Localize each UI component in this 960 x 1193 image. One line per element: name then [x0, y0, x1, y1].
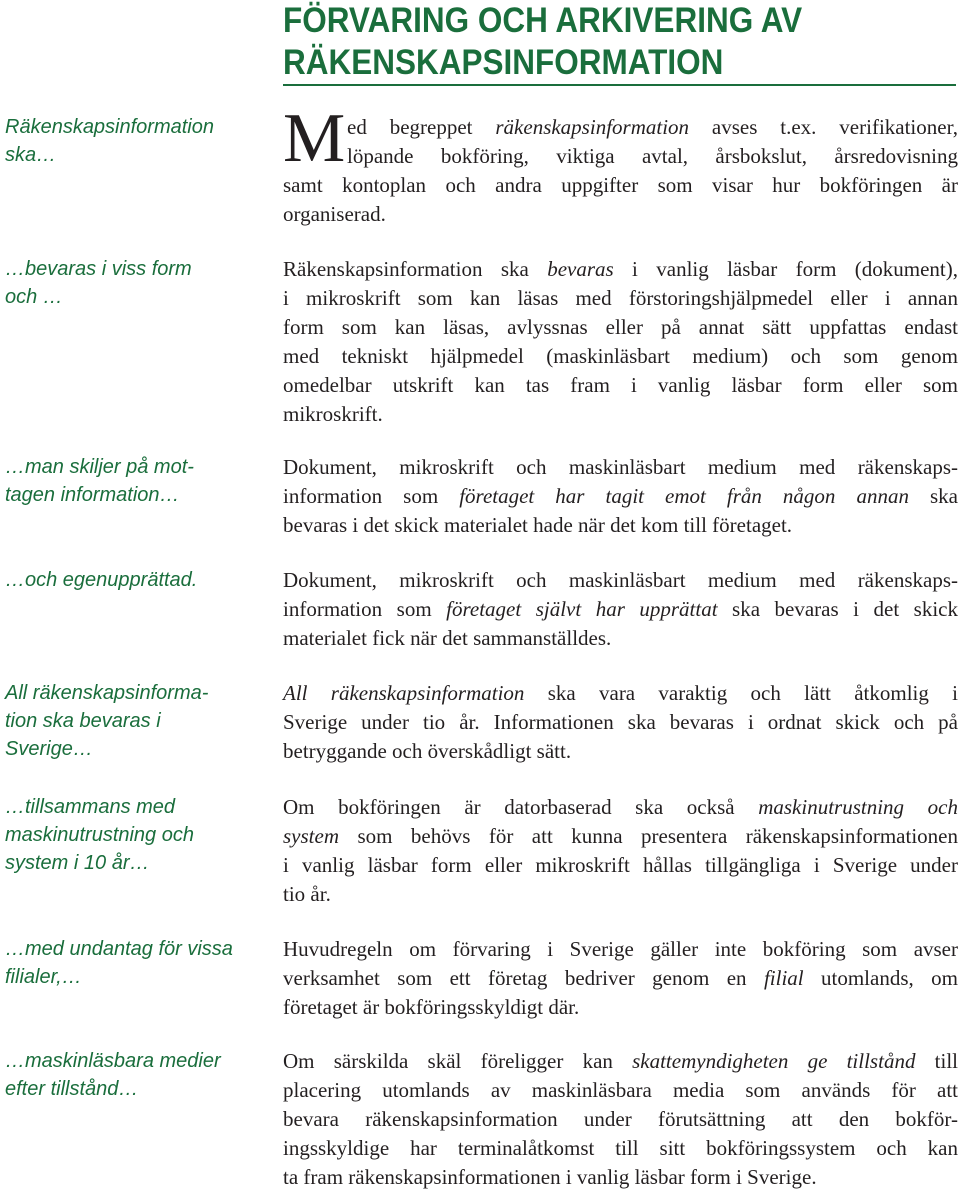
emphasis-text: system: [283, 824, 339, 848]
margin-note: [5, 566, 270, 594]
text-line: [283, 566, 958, 595]
margin-note: [5, 113, 270, 169]
margin-note: [5, 453, 270, 509]
title-line-text: RÄKENSKAPSINFORMATION: [283, 43, 724, 82]
text-line: [283, 371, 958, 400]
text-run: ta fram räkenskapsinformationen i vanlig läsbar form i Sverige.: [283, 1165, 817, 1189]
text-run: verksamhet som ett företag bedriver genom en: [283, 966, 764, 990]
text-line: [283, 935, 958, 964]
text-line: [283, 1047, 958, 1076]
paragraph: [283, 679, 958, 766]
text-run: betryggande och överskådligt sätt.: [283, 739, 572, 763]
text-run: löpande bokföring, viktiga avtal, årsbokslut, årsredovisning: [347, 144, 958, 168]
text-line: [283, 482, 958, 511]
text-line: [283, 624, 958, 653]
text-run: form som kan läsas, avlyssnas eller på annat sätt uppfattas endast: [283, 315, 958, 339]
text-run: bevaras i det skick materialet hade när det kom till företaget.: [283, 513, 793, 537]
text-line: [283, 142, 958, 171]
text-run: omedelbar utskrift kan tas fram i vanlig läsbar form eller som: [283, 373, 958, 397]
margin-note-line: …med undantag för vissa: [5, 938, 233, 960]
margin-note-line: …tillsammans med: [5, 796, 176, 818]
text-line: [283, 708, 958, 737]
text-line: [283, 171, 958, 200]
margin-note: [5, 255, 270, 311]
paragraph: [283, 1047, 958, 1192]
text-run: i vanlig läsbar form (dokument),: [613, 257, 959, 281]
emphasis-text: skattemyndigheten ge tillstånd: [632, 1049, 916, 1073]
text-run: avses t.ex. verifikationer,: [689, 115, 958, 139]
text-line: [283, 737, 958, 766]
text-run: bevara räkenskapsinformation under förutsättning att den bokför-: [283, 1107, 958, 1131]
text-run: Om särskilda skäl föreligger kan: [283, 1049, 633, 1073]
text-run: ska bevaras i det skick: [717, 597, 958, 621]
text-line: [283, 1105, 958, 1134]
emphasis-text: företaget har tagit emot från någon annan: [459, 484, 909, 508]
text-run: ingsskyldige har terminalåtkomst till sitt bokföringssystem och kan: [283, 1136, 958, 1160]
text-run: i vanlig läsbar form eller mikroskrift hållas tillgängliga i Sverige under: [283, 853, 958, 877]
emphasis-text: All räkenskapsinformation: [283, 681, 525, 705]
paragraph: [283, 935, 958, 1022]
text-run: samt kontoplan och andra uppgifter som visar hur bokföringen är: [283, 173, 958, 197]
text-line: [283, 113, 958, 142]
text-line: [283, 400, 958, 429]
margin-note-line: filialer,…: [5, 966, 82, 988]
text-line: [283, 851, 958, 880]
text-run: Sverige under tio år. Informationen ska bevaras i ordnat skick och på: [283, 710, 958, 734]
text-line: [283, 342, 958, 371]
margin-note: [5, 793, 270, 877]
paragraph: [283, 793, 958, 909]
text-run: Om bokföringen är datorbaserad ska också: [283, 795, 759, 819]
text-line: [283, 255, 958, 284]
text-run: information som: [283, 597, 447, 621]
text-run: information som: [283, 484, 460, 508]
margin-note-line: tion ska bevaras i: [5, 710, 161, 732]
margin-note-line: …man skiljer på mot-: [5, 456, 194, 478]
text-run: mikroskrift.: [283, 402, 383, 426]
text-run: ed begreppet: [347, 115, 496, 139]
text-line: [283, 880, 958, 909]
text-line: [283, 679, 958, 708]
text-line: [283, 313, 958, 342]
paragraph: [283, 453, 958, 540]
text-run: organiserad.: [283, 202, 386, 226]
text-run: tio år.: [283, 882, 331, 906]
margin-note-line: tagen information…: [5, 484, 180, 506]
title-line-text: FÖRVARING OCH ARKIVERING AV: [283, 1, 803, 40]
text-line: [283, 822, 958, 851]
margin-note-line: Räkenskapsinformation: [5, 116, 214, 138]
emphasis-text: maskinutrustning och: [758, 795, 958, 819]
text-line: [283, 793, 958, 822]
text-run: Huvudregeln om förvaring i Sverige gäller inte bokföring som avser: [283, 937, 958, 961]
emphasis-text: bevaras: [547, 257, 614, 281]
margin-note-line: Sverige…: [5, 738, 93, 760]
paragraph: [283, 100, 958, 229]
text-run: materialet fick när det sammanställdes.: [283, 626, 612, 650]
margin-note-line: …och egenupprättad.: [5, 569, 198, 591]
text-run: till: [915, 1049, 958, 1073]
text-line: [283, 595, 958, 624]
margin-note-line: ska…: [5, 144, 57, 166]
paragraph: [283, 255, 958, 429]
text-line: [283, 284, 958, 313]
text-line: [283, 200, 958, 229]
margin-note-line: …bevaras i viss form: [5, 258, 192, 280]
text-line: [283, 1163, 958, 1192]
margin-note: [5, 679, 270, 763]
text-run: Dokument, mikroskrift och maskinläsbart medium med räkenskaps-: [283, 455, 958, 479]
text-run: med tekniskt hjälpmedel (maskinläsbart medium) och som genom: [283, 344, 958, 368]
text-line: [283, 453, 958, 482]
text-run: Dokument, mikroskrift och maskinläsbart medium med räkenskaps-: [283, 568, 958, 592]
margin-note-line: efter tillstånd…: [5, 1078, 139, 1100]
text-line: [283, 1134, 958, 1163]
text-line: [283, 993, 958, 1022]
margin-note-line: maskinutrustning och: [5, 824, 194, 846]
emphasis-text: företaget självt har upprättat: [446, 597, 718, 621]
text-run: ska: [908, 484, 958, 508]
margin-note-line: …maskinläsbara medier: [5, 1050, 221, 1072]
paragraph: [283, 566, 958, 653]
text-run: i mikroskrift som kan läsas med förstoringshjälpmedel eller i annan: [283, 286, 958, 310]
emphasis-text: filial: [763, 966, 804, 990]
text-run: ska vara varaktig och lätt åtkomlig i: [524, 681, 958, 705]
text-run: som behövs för att kunna presentera räkenskapsinformationen: [339, 824, 958, 848]
text-run: utomlands, om: [803, 966, 958, 990]
text-line: [283, 1076, 958, 1105]
text-run: Räkenskapsinformation ska: [283, 257, 548, 281]
drop-cap: M: [283, 100, 346, 177]
margin-note-line: All räkenskapsinforma-: [5, 682, 209, 704]
text-run: placering utomlands av maskinläsbara media som används för att: [283, 1078, 958, 1102]
text-line: [283, 964, 958, 993]
margin-note-line: och …: [5, 286, 63, 308]
margin-note-line: system i 10 år…: [5, 852, 150, 874]
text-run: företaget är bokföringsskyldigt där.: [283, 995, 580, 1019]
margin-note: [5, 1047, 270, 1103]
margin-note: [5, 935, 270, 991]
text-line: [283, 511, 958, 540]
emphasis-text: räkenskapsinformation: [495, 115, 690, 139]
